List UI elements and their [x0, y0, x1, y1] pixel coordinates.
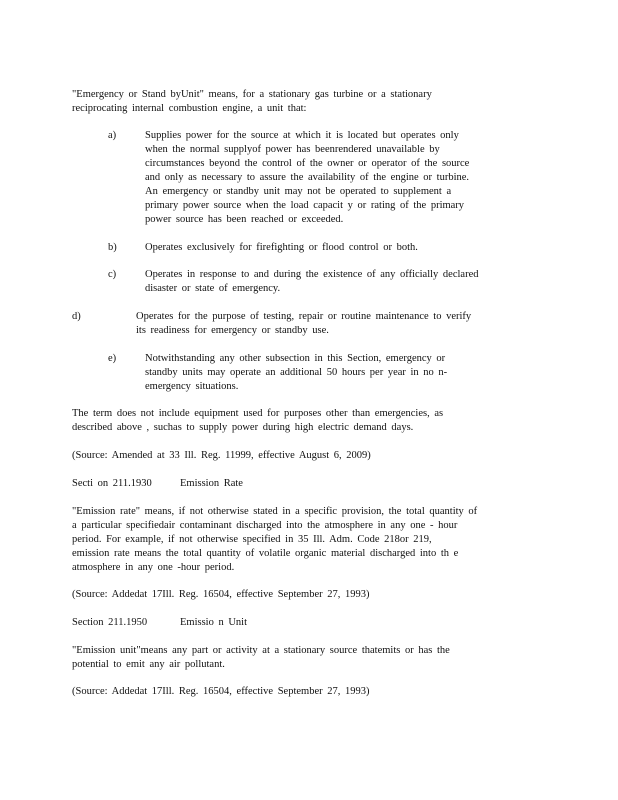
- item-e-marker: e): [108, 353, 117, 364]
- section-1950-number: Section 211.1950: [72, 617, 148, 628]
- source-citation-3: (Source: Addedat 17Ill. Reg. 16504, effective September 27, 1993): [72, 686, 370, 697]
- item-c-marker: c): [108, 269, 117, 280]
- item-b-marker: b): [108, 242, 117, 253]
- item-a-text: Supplies power for the source at which it is located but operates only when the normal supplyof power has beenrendered unavailable by circumstances beyond the control of the owner or operator of the source and only as necessary to assure the availability of the engine or turbine. An emergency or standby unit may not be operated to supplement a primary power source when the load capacit y or rating of the primary power source has been reached or exceeded.: [145, 130, 470, 225]
- item-d-text: Operates for the purpose of testing, repair or routine maintenance to verify its readiness for emergency or standby use.: [136, 311, 472, 336]
- source-citation-2: (Source: Addedat 17Ill. Reg. 16504, effective September 27, 1993): [72, 589, 370, 600]
- emission-unit-definition: "Emission unit"means any part or activity at a stationary source thatemits or has the potential to emit any air pollutant.: [72, 645, 450, 670]
- item-c-text: Operates in response to and during the existence of any officially declared disaster or state of emergency.: [145, 269, 479, 294]
- item-e-text: Notwithstanding any other subsection in this Section, emergency or standby units may operate an additional 50 hours per year in no n- emergency situations.: [145, 353, 448, 392]
- item-b-text: Operates exclusively for firefighting or flood control or both.: [145, 242, 418, 253]
- item-a-marker: a): [108, 130, 117, 141]
- section-1930-title: Emission Rate: [180, 478, 243, 489]
- emergency-unit-definition: "Emergency or Stand byUnit" means, for a stationary gas turbine or a stationary reciprocating internal combustion engine, a unit that:: [72, 89, 432, 114]
- term-note: The term does not include equipment used for purposes other than emergencies, as described above , suchas to supply power during high electric demand days.: [72, 408, 444, 433]
- source-citation-1: (Source: Amended at 33 Ill. Reg. 11999, effective August 6, 2009): [72, 450, 371, 461]
- item-d-marker: d): [72, 311, 81, 322]
- emission-rate-definition: "Emission rate" means, if not otherwise stated in a specific provision, the total quantity of a particular specifiedair contaminant discharged into the atmosphere in any one - hour period. For example, if not otherwise specified in 35 Ill. Adm. Code 218or 219, emission rate means the total quantity of volatile organic material discharged into th e atmosphere in any one -hour period.: [72, 506, 478, 573]
- section-1930-number: Secti on 211.1930: [72, 478, 152, 489]
- section-1950-title: Emissio n Unit: [180, 617, 248, 628]
